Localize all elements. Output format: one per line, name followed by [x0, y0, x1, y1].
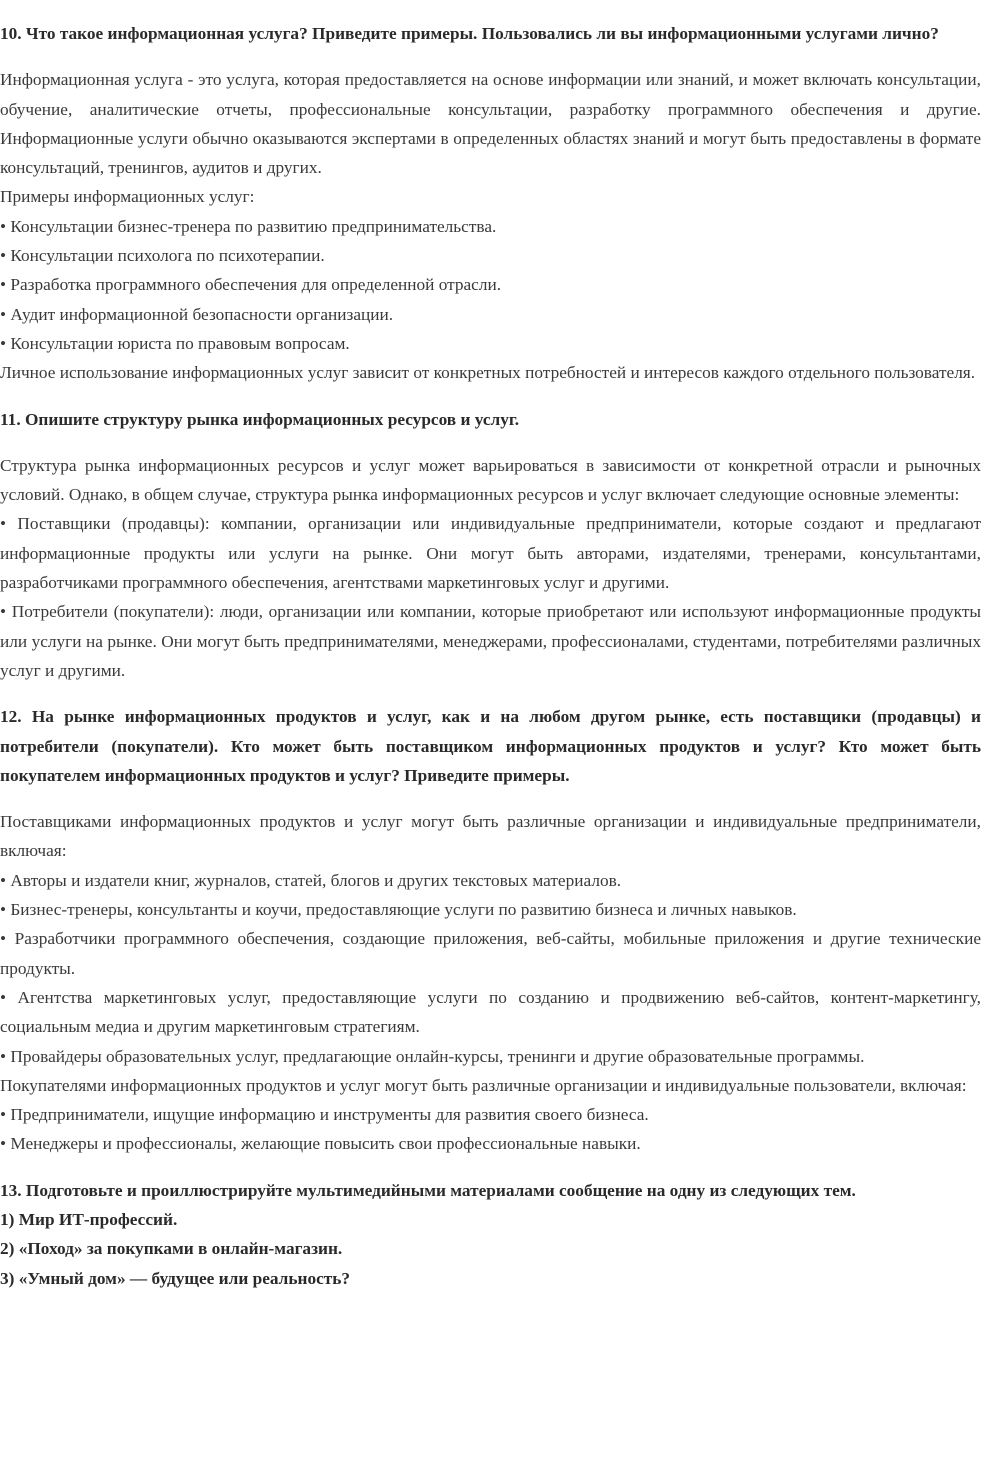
list-item: • Консультации психолога по психотерапии.: [0, 246, 325, 266]
list-item: • Авторы и издатели книг, журналов, статей, блогов и других текстовых материалов.: [0, 870, 622, 890]
list-item: • Менеджеры и профессионалы, желающие повысить свои профессиональные навыки.: [0, 1134, 641, 1154]
question-heading: 11. Опишите структуру рынка информационных ресурсов и услуг.: [0, 409, 520, 429]
document: [0, 19, 981, 1293]
question-heading: 12. На рынке информационных продуктов и услуг, как и на любом другом рынке, есть поставщики (продавцы) и потребители (покупатели). Кто может быть поставщиком информационных продуктов и услуг? Кто может быть покупателем информационных продуктов и услуг? Приведите примеры.: [0, 707, 981, 785]
paragraph: Информационная услуга - это услуга, которая предоставляется на основе информации или знаний, и может включать консультации, обучение, аналитические отчеты, профессиональные консультации, разработку программного обеспечения и другие. Информационные услуги обычно оказываются экспертами в определенных областях знаний и могут быть предоставлены в формате консультаций, тренингов, аудитов и других.: [0, 70, 981, 178]
list-item: • Бизнес-тренеры, консультанты и коучи, предоставляющие услуги по развитию бизнеса и личных навыков.: [0, 900, 797, 920]
paragraph: Личное использование информационных услуг зависит от конкретных потребностей и интересов каждого отдельного пользователя.: [0, 363, 976, 383]
list-item: • Аудит информационной безопасности организации.: [0, 304, 394, 324]
list-item: • Разработка программного обеспечения для определенной отрасли.: [0, 275, 502, 295]
list-item: • Консультации бизнес-тренера по развитию предпринимательства.: [0, 216, 497, 236]
topic-item: 2) «Поход» за покупками в онлайн-магазин.: [0, 1239, 343, 1259]
list-item: • Консультации юриста по правовым вопросам.: [0, 333, 350, 353]
list-item: • Поставщики (продавцы): компании, организации или индивидуальные предприниматели, которые создают и предлагают информационные продукты или услуги на рынке. Они могут быть авторами, издателями, тренерами, консультантами, разработчиками программного обеспечения, агентствами маркетинговых услуг и другими.: [0, 514, 981, 593]
topic-item: 1) Мир ИТ-профессий.: [0, 1209, 178, 1229]
list-item: • Предприниматели, ищущие информацию и инструменты для развития своего бизнеса.: [0, 1105, 649, 1125]
paragraph: Покупателями информационных продуктов и услуг могут быть различные организации и индивидуальные пользователи, включая:: [0, 1075, 967, 1095]
list-item: • Агентства маркетинговых услуг, предоставляющие услуги по созданию и продвижению веб-сайтов, контент-маркетингу, социальным медиа и другим маркетинговым стратегиям.: [0, 987, 981, 1037]
paragraph: Структура рынка информационных ресурсов и услуг может варьироваться в зависимости от конкретной отрасли и рыночных условий. Однако, в общем случае, структура рынка информационных ресурсов и услуг включает следующие основные элементы:: [0, 455, 981, 505]
question-heading: 13. Подготовьте и проиллюстрируйте мультимедийными материалами сообщение на одну из следующих тем.: [0, 1180, 856, 1200]
list-item: • Провайдеры образовательных услуг, предлагающие онлайн-курсы, тренинги и другие образовательные программы.: [0, 1046, 865, 1066]
topic-item: 3) «Умный дом» — будущее или реальность?: [0, 1268, 351, 1288]
list-item: • Потребители (покупатели): люди, организации или компании, которые приобретают или используют информационные продукты или услуги на рынке. Они могут быть предпринимателями, менеджерами, профессионалами, студентами, потребителями различных услуг и другими.: [0, 602, 981, 680]
paragraph: Примеры информационных услуг:: [0, 187, 255, 207]
list-item: • Разработчики программного обеспечения, создающие приложения, веб-сайты, мобильные приложения и другие технические продукты.: [0, 929, 981, 978]
question-heading: 10. Что такое информационная услуга? Приведите примеры. Пользовались ли вы информационными услугами лично?: [0, 24, 939, 43]
paragraph: Поставщиками информационных продуктов и услуг могут быть различные организации и индивидуальные предприниматели, включая:: [0, 812, 981, 861]
